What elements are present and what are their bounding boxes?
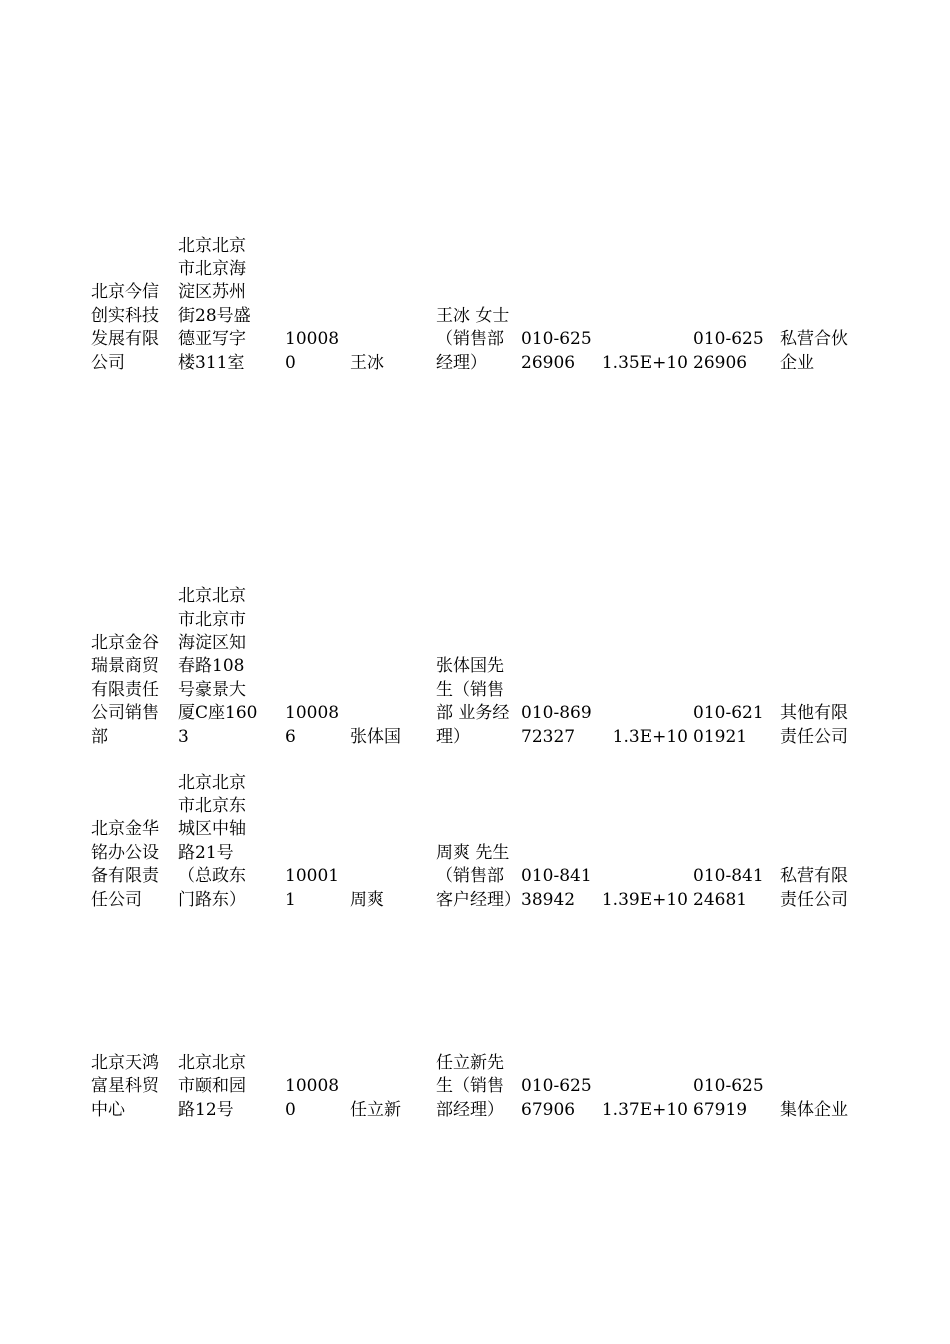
mobile-cell: 1.3E+10 xyxy=(612,726,688,747)
contact-title-cell: 任立新先生（销售部经理） xyxy=(436,1052,504,1120)
contact-name-cell: 周爽 xyxy=(350,889,384,910)
mobile-cell: 1.37E+10 xyxy=(601,1099,688,1120)
address-cell: 北京北京市北京市海淀区知春路108号豪景大厦C座1603 xyxy=(178,586,258,747)
phone-cell: 010-86972327 xyxy=(521,703,592,747)
company-name-cell: 北京天鸿富星科贸中心 xyxy=(91,1052,159,1120)
phone-cell: 010-62567906 xyxy=(521,1076,592,1120)
fax-cell: 010-84124681 xyxy=(693,866,764,910)
address-cell: 北京北京市北京东城区中轴路21号（总政东门路东） xyxy=(178,772,246,910)
address-cell: 北京北京市北京海淀区苏州街28号盛德亚写字楼311室 xyxy=(178,235,251,373)
contact-title-cell: 周爽 先生（销售部 客户经理） xyxy=(436,842,521,910)
company-name-cell: 北京今信创实科技发展有限公司 xyxy=(91,282,159,373)
mobile-cell: 1.39E+10 xyxy=(601,889,688,910)
company-name-cell: 北京金谷瑞景商贸有限责任公司销售部 xyxy=(91,632,159,747)
mobile-cell: 1.35E+10 xyxy=(601,352,688,373)
company-type-cell: 私营有限责任公司 xyxy=(780,866,848,910)
postal-code-cell: 100080 xyxy=(285,329,340,373)
company-type-cell: 私营合伙企业 xyxy=(780,329,848,373)
contact-name-cell: 任立新 xyxy=(350,1099,401,1120)
contact-title-cell: 张体国先生（销售部 业务经理） xyxy=(436,656,510,747)
address-cell: 北京北京市颐和园路12号 xyxy=(178,1052,246,1120)
contact-name-cell: 张体国 xyxy=(350,726,401,747)
postal-code-cell: 100086 xyxy=(285,703,340,747)
contact-title-cell: 王冰 女士（销售部 经理） xyxy=(436,305,510,373)
fax-cell: 010-62567919 xyxy=(693,1076,764,1120)
phone-cell: 010-84138942 xyxy=(521,866,592,910)
contact-name-cell: 王冰 xyxy=(350,352,384,373)
company-type-cell: 集体企业 xyxy=(780,1099,848,1120)
fax-cell: 010-62101921 xyxy=(693,703,764,747)
company-name-cell: 北京金华铭办公设备有限责任公司 xyxy=(91,819,159,910)
company-type-cell: 其他有限责任公司 xyxy=(780,703,848,747)
postal-code-cell: 100080 xyxy=(285,1076,340,1120)
phone-cell: 010-62526906 xyxy=(521,329,592,373)
fax-cell: 010-62526906 xyxy=(693,329,764,373)
postal-code-cell: 100011 xyxy=(285,866,340,910)
